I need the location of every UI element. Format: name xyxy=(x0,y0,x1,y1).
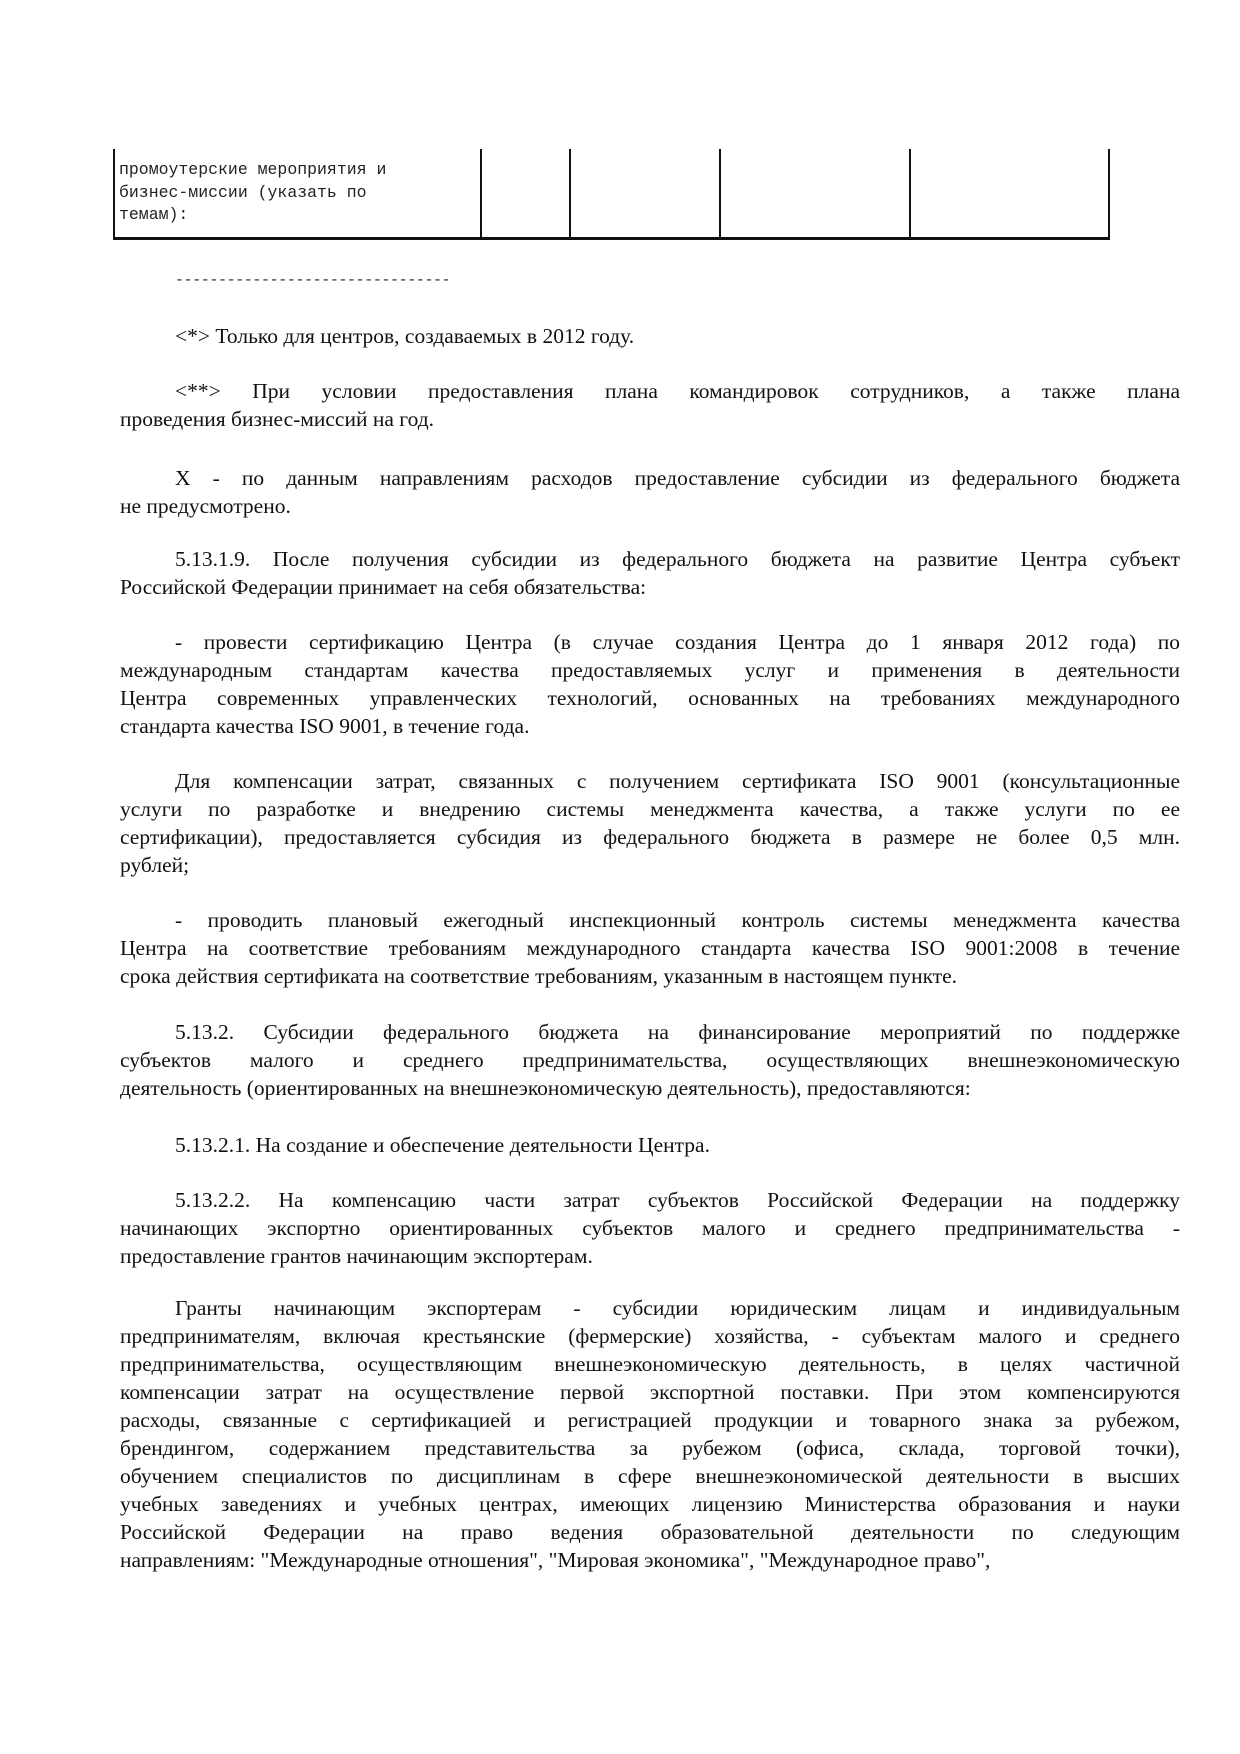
paragraph-line: брендингом, содержанием представительства за рубежом (офиса, склада, торговой точки), xyxy=(120,1436,1180,1460)
paragraph-line: предпринимательства, осуществляющим внешнеэкономическую деятельность, в целях частичной xyxy=(120,1352,1180,1376)
paragraph-line: - проводить плановый ежегодный инспекционный контроль системы менеджмента качества xyxy=(175,908,1180,932)
paragraph-line: предпринимателям, включая крестьянские (фермерские) хозяйства, - субъектам малого и среднего xyxy=(120,1324,1180,1348)
paragraph xyxy=(120,628,1180,740)
paragraph-line: <*> Только для центров, создаваемых в 2012 году. xyxy=(175,324,635,348)
paragraph-line: Российской Федерации на право ведения образовательной деятельности по следующим xyxy=(120,1520,1180,1544)
paragraph xyxy=(120,1131,1180,1159)
paragraph-line: проведения бизнес-миссий на год. xyxy=(120,407,435,431)
paragraph-line: международным стандартам качества предоставляемых услуг и применения в деятельности xyxy=(120,658,1180,682)
paragraph-line: 5.13.2.2. На компенсацию части затрат субъектов Российской Федерации на поддержку xyxy=(175,1188,1180,1212)
paragraph xyxy=(120,377,1180,433)
table-cell-empty xyxy=(480,149,571,237)
paragraph-line: Гранты начинающим экспортерам - субсидии юридическим лицам и индивидуальным xyxy=(175,1296,1180,1320)
cell-line: бизнес-миссии (указать по xyxy=(119,182,367,202)
cell-line: промоутерские мероприятия и xyxy=(119,160,387,179)
paragraph-line: сертификации), предоставляется субсидия из федерального бюджета в размере не более 0,5 млн. xyxy=(120,825,1180,849)
cell-line: темам): xyxy=(119,205,189,224)
paragraph xyxy=(120,322,1180,350)
paragraph-line: компенсации затрат на осуществление первой экспортной поставки. При этом компенсируются xyxy=(120,1380,1180,1404)
paragraph-line: 5.13.2. Субсидии федерального бюджета на финансирование мероприятий по поддержке xyxy=(175,1020,1180,1044)
paragraph-line: <**> При условии предоставления плана командировок сотрудников, а также плана xyxy=(175,379,1180,403)
paragraph xyxy=(120,464,1180,520)
paragraph-line: X - по данным направлениям расходов предоставление субсидии из федерального бюджета xyxy=(175,466,1180,490)
paragraph xyxy=(120,1018,1180,1102)
table-cell-label xyxy=(115,149,482,237)
paragraph-line: рублей; xyxy=(120,853,190,877)
paragraph xyxy=(120,545,1180,601)
table-cell-empty xyxy=(909,149,1110,237)
paragraph-line: Для компенсации затрат, связанных с получением сертификата ISO 9001 (консультационные xyxy=(175,769,1180,793)
paragraph-line: не предусмотрено. xyxy=(120,494,291,518)
paragraph-line: 5.13.1.9. После получения субсидии из федерального бюджета на развитие Центра субъект xyxy=(175,547,1180,571)
paragraph xyxy=(120,767,1180,879)
paragraph-line: субъектов малого и среднего предпринимательства, осуществляющих внешнеэкономическую xyxy=(120,1048,1180,1072)
paragraph xyxy=(120,1186,1180,1270)
paragraph-line: услуги по разработке и внедрению системы менеджмента качества, а также услуги по ее xyxy=(120,797,1180,821)
expense-table-row xyxy=(113,149,1110,240)
paragraph-line: направлениям: "Международные отношения", "Мировая экономика", "Международное право", xyxy=(120,1548,991,1572)
paragraph-line: Центра современных управленческих технологий, основанных на требованиях международного xyxy=(120,686,1180,710)
table-cell-empty xyxy=(719,149,911,237)
paragraph-line: - провести сертификацию Центра (в случае создания Центра до 1 января 2012 года) по xyxy=(175,630,1180,654)
paragraph-line: предоставление грантов начинающим экспортерам. xyxy=(120,1244,593,1268)
paragraph-line: 5.13.2.1. На создание и обеспечение деятельности Центра. xyxy=(175,1133,710,1157)
paragraph-line: срока действия сертификата на соответствие требованиям, указанным в настоящем пункте. xyxy=(120,964,958,988)
paragraph-line: стандарта качества ISO 9001, в течение года. xyxy=(120,714,530,738)
paragraph-line: начинающих экспортно ориентированных субъектов малого и среднего предпринимательства - xyxy=(120,1216,1180,1240)
paragraph xyxy=(120,1294,1180,1574)
paragraph-line: Центра на соответствие требованиям международного стандарта качества ISO 9001:2008 в течение xyxy=(120,936,1180,960)
paragraph-line: расходы, связанные с сертификацией и регистрацией продукции и товарного знака за рубежом, xyxy=(120,1408,1180,1432)
paragraph-line: обучением специалистов по дисциплинам в сфере внешнеэкономической деятельности в высших xyxy=(120,1464,1180,1488)
table-cell-text xyxy=(119,159,386,227)
paragraph-line: учебных заведениях и учебных центрах, имеющих лицензию Министерства образования и науки xyxy=(120,1492,1180,1516)
paragraph-line: Российской Федерации принимает на себя обязательства: xyxy=(120,575,647,599)
paragraph-line: деятельность (ориентированных на внешнеэкономическую деятельность), предоставляются: xyxy=(120,1076,971,1100)
paragraph xyxy=(120,906,1180,990)
table-cell-empty xyxy=(569,149,721,237)
footnote-separator: -------------------------------- xyxy=(175,272,451,289)
